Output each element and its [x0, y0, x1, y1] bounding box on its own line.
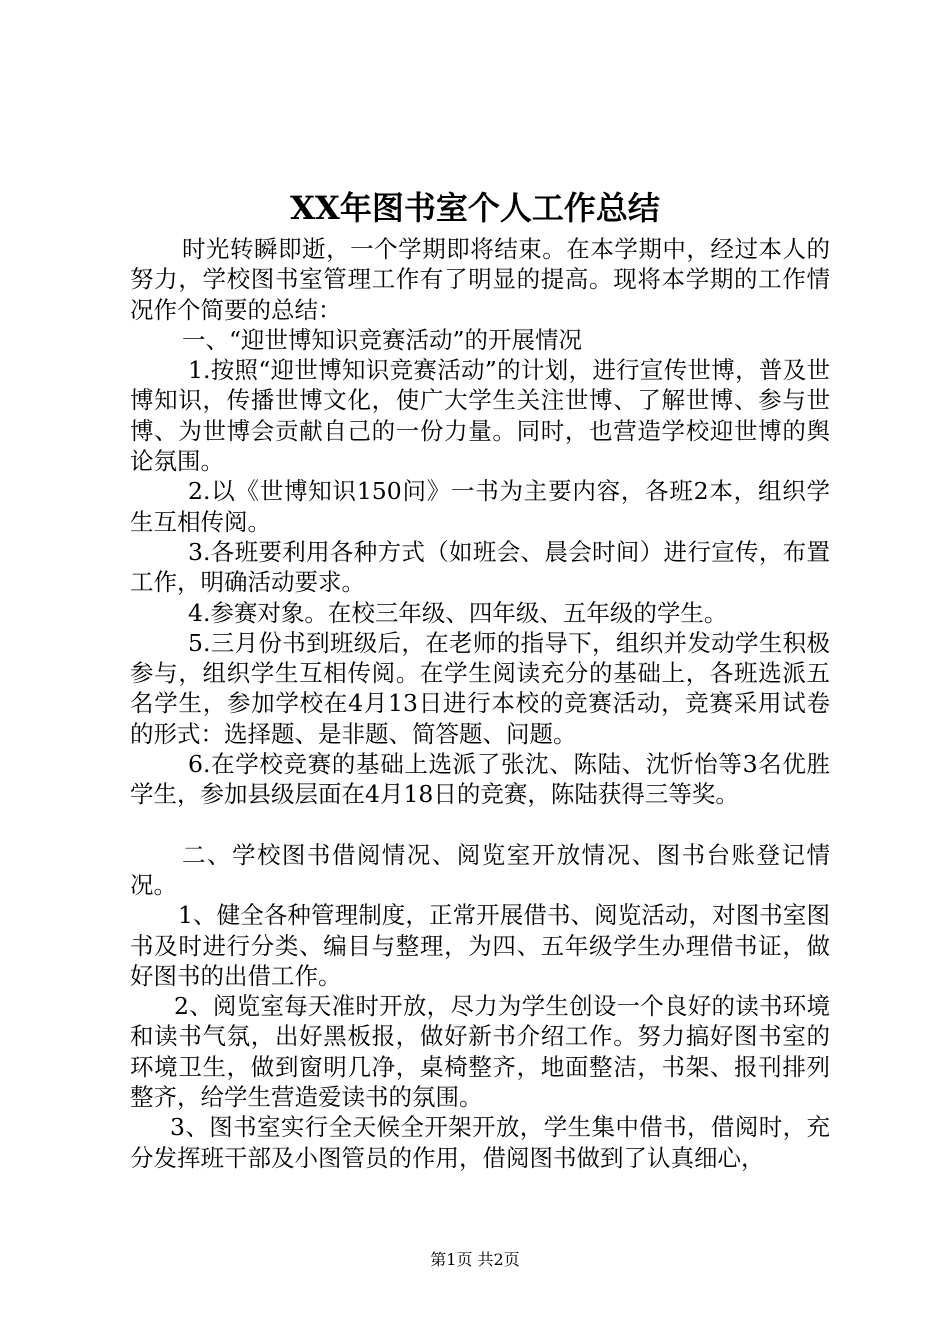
list-item: 3、图书室实行全天候全开架开放，学生集中借书，借阅时，充分发挥班干部及小图管员的作用，借阅图书做到了认真细心，: [130, 1113, 830, 1172]
document-body: [130, 234, 830, 1173]
section-heading-2: 二、学校图书借阅情况、阅览室开放情况、图书台账登记情况。: [130, 840, 830, 899]
list-item: 2、阅览室每天准时开放，尽力为学生创设一个良好的读书环境和读书气氛，出好黑板报，做好新书介绍工作。努力搞好图书室的环境卫生，做到窗明几净，桌椅整齐，地面整洁，书架、报刊排列整齐，给学生营造爱读书的氛围。: [130, 992, 830, 1112]
paragraph-spacer: [130, 810, 830, 840]
list-item: 3.各班要利用各种方式（如班会、晨会时间）进行宣传，布置工作，明确活动要求。: [130, 537, 830, 597]
section-heading-1: 一、“迎世博知识竞赛活动”的开展情况: [182, 325, 583, 354]
list-item: 4.参赛对象。在校三年级、四年级、五年级的学生。: [188, 598, 728, 627]
list-item: 5.三月份书到班级后，在老师的指导下，组织并发动学生积极参与，组织学生互相传阅。在学生阅读充分的基础上，各班选派五名学生，参加学校在4月13日进行本校的竞赛活动，竞赛采用试卷的形式：选择题、是非题、简答题、问题。: [130, 628, 830, 748]
document-title: XX年图书室个人工作总结: [290, 189, 660, 227]
list-item: 1、健全各种管理制度，正常开展借书、阅览活动，对图书室图书及时进行分类、编目与整理，为四、五年级学生办理借书证，做好图书的出借工作。: [130, 901, 830, 990]
list-item: 6.在学校竞赛的基础上选派了张沈、陈陆、沈忻怡等3名优胜学生，参加县级层面在4月18日的竞赛，陈陆获得三等奖。: [130, 750, 830, 809]
intro-paragraph: 时光转瞬即逝，一个学期即将结束。在本学期中，经过本人的努力，学校图书室管理工作有了明显的提高。现将本学期的工作情况作个简要的总结：: [130, 235, 830, 324]
list-item: 2.以《世博知识150问》一书为主要内容，各班2本，组织学生互相传阅。: [130, 477, 830, 536]
page-footer: 第1页 共2页: [430, 1250, 520, 1269]
list-item: 1.按照“迎世博知识竞赛活动”的计划，进行宣传世博，普及世博知识，传播世博文化，使广大学生关注世博、了解世博、参与世博、为世博会贡献自己的一份力量。同时，也营造学校迎世博的舆论氛围。: [130, 356, 830, 476]
